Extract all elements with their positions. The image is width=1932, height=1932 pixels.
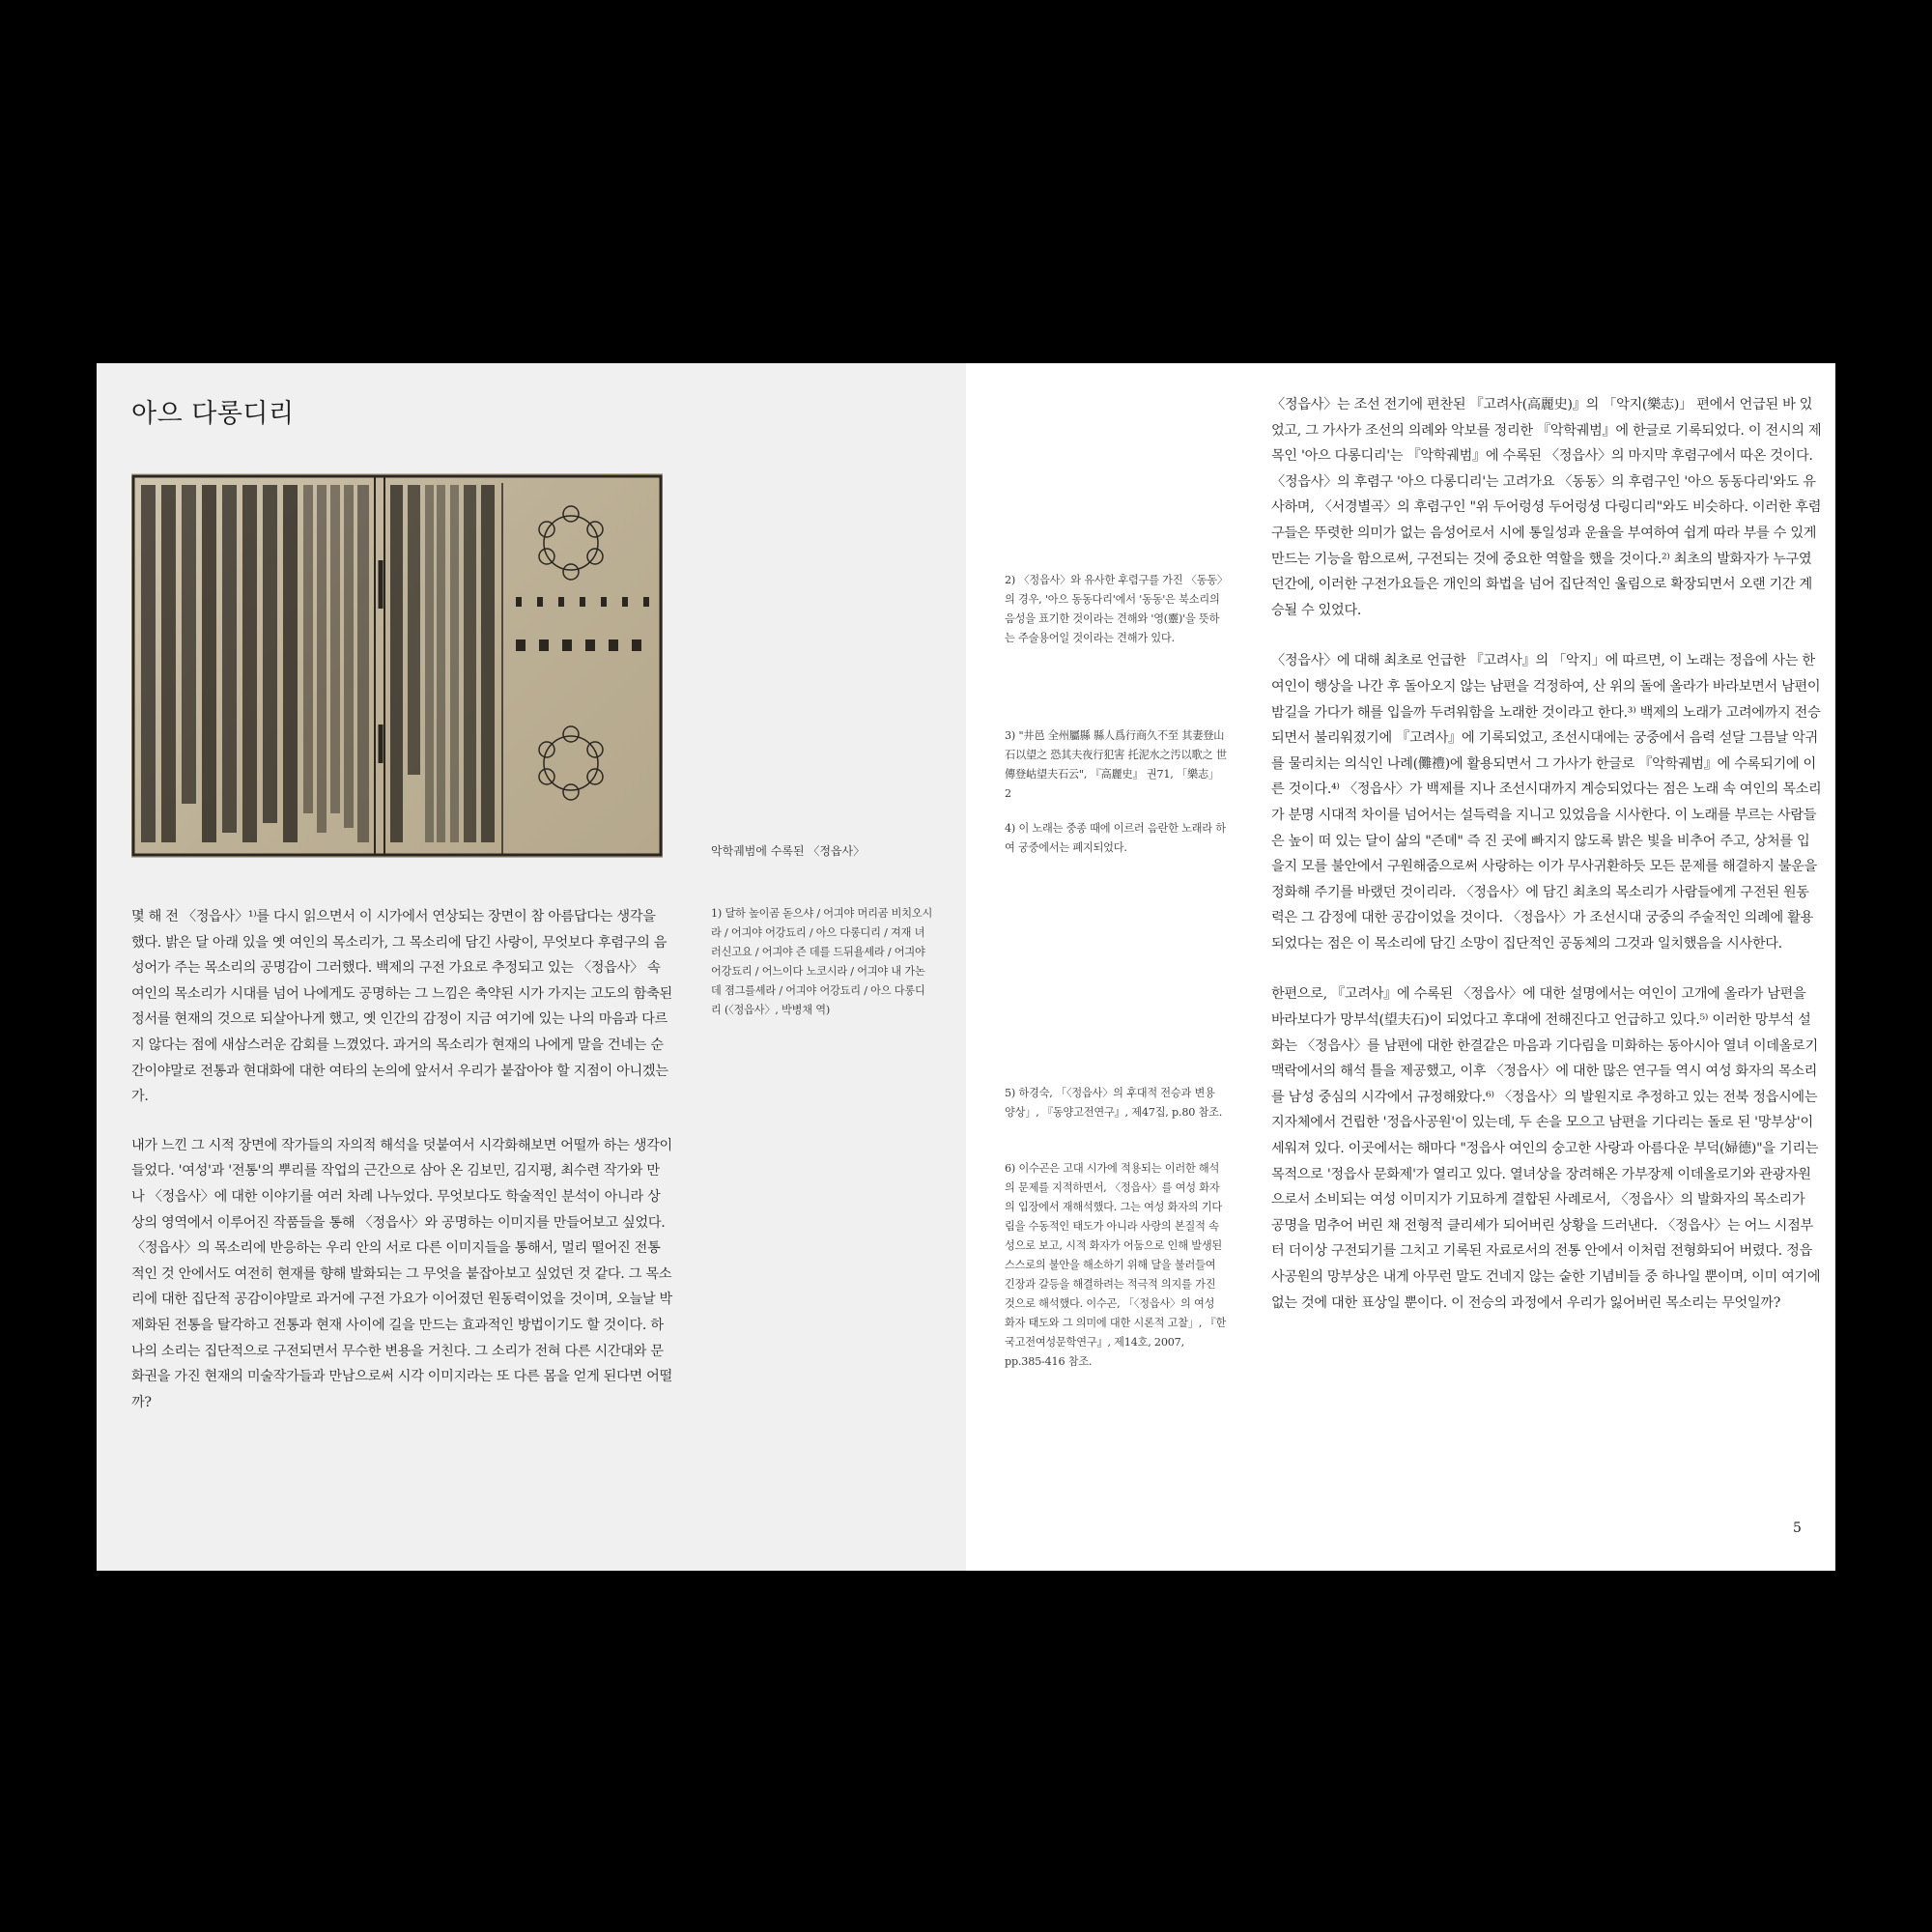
page-number: 5 — [1793, 1520, 1802, 1536]
right-body-text — [1271, 392, 1822, 1341]
body-paragraph: 몇 해 전 〈정읍사〉¹⁾를 다시 읽으면서 이 시가에서 연상되는 장면이 참 아름답다는 생각을 했다. 밝은 달 아래 있을 옛 여인의 목소리가, 그 목소리에 담긴 사랑이, 무엇보다 후렴구의 음성어가 주는 목소리의 공명감이 그러했다. 백제의 구전 가요로 추정되고 있는 〈정읍사〉 속 여인의 목소리가 시대를 넘어 나에게도 공명하는 그 느낌은 축약된 시가 가지는 고도의 함축된 정서를 현재의 것으로 되살아나게 했고, 옛 인간의 감정이 지금 여기에 있는 나의 마음과 다르지 않다는 점에 새삼스러운 감회를 느꼈었다. 과거의 목소리가 현재의 나에게 말을 건네는 순간이야말로 전통과 현대화에 대한 여타의 논의에 앞서서 우리가 붙잡아야 할 지점이 아니겠는가. — [131, 909, 672, 1105]
left-page — [97, 363, 966, 1571]
footnote-4: 4) 이 노래는 중종 때에 이르러 음란한 노래라 하여 궁중에서는 폐지되었다. — [1005, 822, 1226, 854]
footnote-6: 6) 이수곤은 고대 시가에 적용되는 이러한 해석의 문제를 지적하면서, 〈정읍사〉를 여성 화자의 입장에서 재해석했다. 그는 여성 화자의 기다림을 수동적인 태도가 아니라 사랑의 본질적 속성으로 보고, 시적 화자가 어둠으로 인해 발생된 스스로의 불안을 해소하기 위해 달을 불러들여 긴장과 갈등을 해결하려는 적극적 의지를 가진 것으로 해석했다. 이수곤, 「〈정읍사〉의 여성 화자 태도와 그 의미에 대한 시론적 고찰」, 『한국고전여성문학연구』, 제14호, 2007, pp.385-416 참조. — [1005, 1162, 1227, 1368]
figure-caption: 악학궤범에 수록된 〈정읍사〉 — [711, 844, 866, 858]
akhak-gwebeom-scan-image — [131, 473, 663, 858]
footnote-1: 1) 달하 높이곰 돋으샤 / 어긔야 머리곰 비치오시라 / 어긔야 어강됴리 / 아으 다롱디리 / 져재 녀러신고요 / 어긔야 즌 데를 드뒤욜셰라 / 어긔야 어강됴리 / 어느이다 노코시라 / 어긔야 내 가논 데 졈그를셰라 / 어긔야 어강됴리 / 아으 다롱디리 (〈정읍사〉, 박병채 역) — [711, 907, 933, 1016]
body-paragraph: 〈정읍사〉에 대해 최초로 언급한 『고려사』의 「악지」에 따르면, 이 노래는 정읍에 사는 한 여인이 행상을 나간 후 돌아오지 않는 남편을 걱정하여, 산 위의 돌에 올라가 바라보면서 남편이 밤길을 가다가 해를 입을까 두려워함을 노래한 것이라고 한다.³⁾ 백제의 노래가 고려에까지 전승되면서 불리워졌기에 『고려사』에 기록되었고, 조선시대에는 궁중에서 음력 섣달 그믐날 악귀를 물리치는 의식인 나례(儺禮)에 활용되면서 그 가사가 한글로 『악학궤범』에 수록되기에 이른 것이다.⁴⁾ 〈정읍사〉가 백제를 지나 조선시대까지 계승되었다는 점은 노래 속 여인의 목소리가 분명 시대적 차이를 넘어서는 설득력을 지니고 있었음을 시사한다. 이 노래를 부르는 사람들은 높이 떠 있는 달이 삶의 "즌뎨" 즉 진 곳에 빠지지 않도록 밝은 빛을 비추어 주고, 상처를 입을지 모를 불안에서 구원해줌으로써 사랑하는 이가 무사귀환하듯 모든 문제를 해결하지 불운을 정화해 주기를 바랬던 것이리라. 〈정읍사〉에 담긴 최초의 목소리가 사람들에게 구전된 원동력은 그 감정에 대한 공감이었을 것이다. 〈정읍사〉가 조선시대 궁중의 주술적인 의례에 활용되었다는 점은 이 목소리에 담긴 소망이 집단적인 공동체의 그것과 일치했음을 시사한다. — [1271, 653, 1822, 952]
footnote-5: 5) 하경숙, 「〈정읍사〉의 후대적 전승과 변용 양상」, 『동양고전연구』, 제47집, p.80 참조. — [1005, 1087, 1223, 1119]
book-spread — [97, 363, 1835, 1571]
footnote-3: 3) "井邑 全州屬縣 縣人爲行商久不至 其妻登山石以望之 恐其夫夜行犯害 托泥水之汚以歌之 世傳登岵望夫石云", 『高麗史』 권71, 「樂志」 2 — [1005, 729, 1227, 800]
body-paragraph: 한편으로, 『고려사』에 수록된 〈정읍사〉에 대한 설명에서는 여인이 고개에 올라가 남편을 바라보다가 망부석(望夫石)이 되었다고 후대에 전해진다고 언급하고 있다.⁵⁾ 이러한 망부석 설화는 〈정읍사〉를 남편에 대한 한결같은 마음과 기다림을 미화하는 동아시아 열녀 이데올로기 맥락에서의 해석 틀을 제공했고, 이후 〈정읍사〉에 대한 많은 연구들 역시 여성 화자의 목소리를 남성 중심의 시각에서 규정해왔다.⁶⁾ 〈정읍사〉의 발원지로 추정하고 있는 전북 정읍시에는 지자체에서 건립한 '정읍사공원'이 있는데, 두 손을 모으고 남편을 기다리는 돌로 된 '망부상'이 세워져 있다. 이곳에서는 해마다 "정읍사 여인의 숭고한 사랑과 아름다운 부덕(婦德)"을 기리는 목적으로 '정읍사 문화제'가 열리고 있다. 열녀상을 장려해온 가부장제 이데올로기와 관광자원으로서 소비되는 여성 이미지가 기묘하게 결합된 사례로서, 〈정읍사〉의 발화자의 목소리가 공명을 멈추어 버린 채 전형적 클리셰가 되어버린 상황을 드러낸다. 〈정읍사〉는 어느 시점부터 더이상 구전되기를 그치고 기록된 자료로서의 전통 안에서 이처럼 전형화되어 버렸다. 정읍사공원의 망부상은 내게 아무런 말도 건네지 않는 숱한 기념비들 중 하나일 뿐이며, 이미 여기에 없는 것에 대한 표상일 뿐이다. 이 전승의 과정에서 우리가 잃어버린 목소리는 무엇일까? — [1271, 986, 1821, 1311]
body-paragraph: 〈정읍사〉는 조선 전기에 편찬된 『고려사(高麗史)』의 「악지(樂志)」 편에서 언급된 바 있었고, 그 가사가 조선의 의례와 악보를 정리한 『악학궤범』에 한글로 기록되었다. 이 전시의 제목인 '아으 다롱디리'는 『악학궤범』에 수록된 〈정읍사〉의 마지막 후렴구에서 따온 것이다. 〈정읍사〉의 후렴구 '아으 다롱디리'는 고려가요 〈동동〉의 후렴구인 '아으 동동다리'와도 유사하며, 〈서경별곡〉의 후렴구인 "위 두어렁셩 두어렁셩 다링디리"와도 비슷하다. 이러한 후렴구들은 뚜렷한 의미가 없는 음성어로서 시에 통일성과 운율을 부여하여 쉽게 따라 부를 수 있게 만드는 기능을 함으로써, 구전되는 것에 중요한 역할을 했을 것이다.²⁾ 최초의 발화자가 누구였던간에, 이러한 구전가요들은 개인의 화법을 넘어 집단적인 울림으로 확장되면서 오랜 기간 계승될 수 있었다. — [1271, 397, 1822, 618]
woodblock-print-illustration — [131, 473, 663, 858]
footnote-2: 2) 〈정읍사〉와 유사한 후렴구를 가진 〈동동〉의 경우, '아으 동동다리'에서 '동동'은 북소리의 음성을 표기한 것이라는 견해와 '영(靈)'을 뜻하는 주술용어일 것이라는 견해가 있다. — [1005, 574, 1223, 644]
body-paragraph: 내가 느낀 그 시적 장면에 작가들의 자의적 해석을 덧붙여서 시각화해보면 어떨까 하는 생각이 들었다. '여성'과 '전통'의 뿌리를 작업의 근간으로 삼아 온 김보민, 김지평, 최수련 작가와 만나 〈정읍사〉에 대한 이야기를 여러 차례 나누었다. 무엇보다도 학술적인 분석이 아니라 상상의 영역에서 이루어진 작품들을 통해 〈정읍사〉와 공명하는 이미지를 만들어보고 싶었다. 〈정읍사〉의 목소리에 반응하는 우리 안의 서로 다른 이미지들을 통해서, 멀리 떨어진 전통적인 것 안에서도 여전히 현재를 향해 발화되는 그 무엇을 붙잡아보고 싶었던 것 같다. 그 목소리에 대한 집단적 공감이야말로 과거에 구전 가요가 이어졌던 원동력이었을 것이며, 오늘날 박제화된 전통을 탈각하고 전통과 현재 사이에 길을 만드는 효과적인 방법이기도 할 것이다. 하나의 소리는 집단적으로 구전되면서 무수한 변용을 거친다. 그 소리가 전혀 다른 시간대와 문화권을 가진 현재의 미술작가들과 만남으로써 시각 이미지라는 또 다른 몸을 얻게 된다면 어떨까? — [131, 1137, 672, 1410]
left-body-text — [131, 904, 672, 1438]
page-title: 아으 다롱디리 — [131, 399, 295, 429]
